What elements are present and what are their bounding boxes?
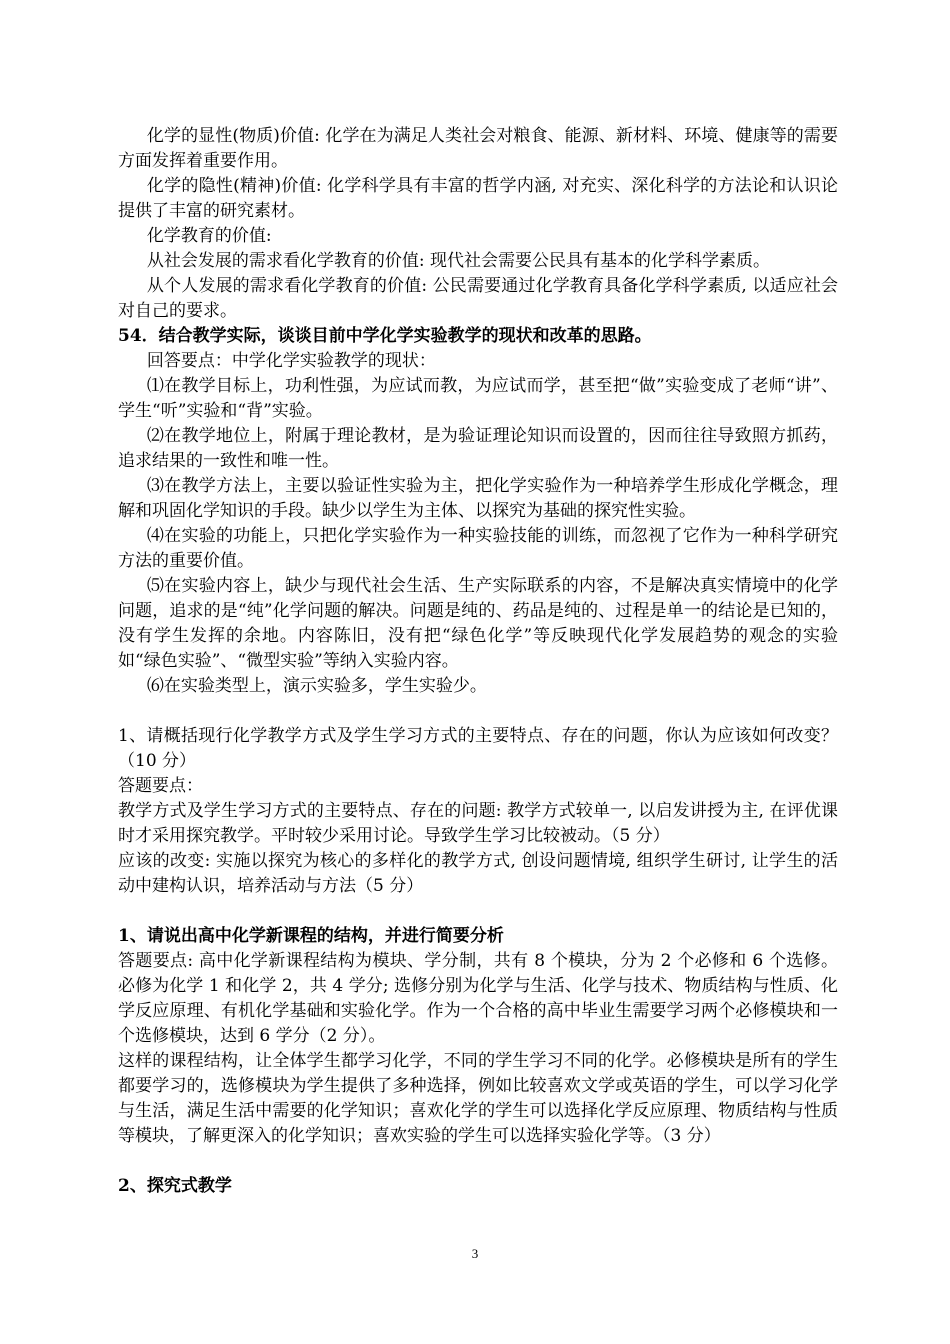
paragraph-explicit-value: 化学的显性(物质)价值: 化学在为满足人类社会对粮食、能源、新材料、环境、健康等的需要方面发挥着重要作用。 — [118, 126, 838, 171]
paragraph-social-value: 从社会发展的需求看化学教育的价值: 现代社会需要公民具有基本的化学科学素质。 — [146, 251, 771, 271]
answer-paragraph: 教学方式及学生学习方式的主要特点、存在的问题: 教学方式较单一, 以启发讲授为主, 在评优课时才采用探究教学。平时较少采用讨论。导致学生学习比较被动。（5 分） — [118, 801, 838, 846]
answer-paragraph: 应该的改变: 实施以探究为核心的多样化的教学方式, 创设问题情境, 组织学生研讨, 让学生的活动中建构认识，培养活动与方法（5 分） — [118, 851, 838, 896]
list-item: ⑹在实验类型上，演示实验多，学生实验少。 — [146, 676, 487, 696]
spacer — [118, 899, 838, 924]
paragraph-personal-value: 从个人发展的需求看化学教育的价值: 公民需要通过化学教育具备化学科学素质, 以适应社会对自己的要求。 — [118, 276, 838, 321]
spacer — [118, 699, 838, 724]
question-54-answer-heading: 回答要点：中学化学实验教学的现状： — [146, 351, 436, 371]
paragraph-education-value-heading: 化学教育的价值: — [146, 226, 272, 246]
answer-paragraph: 这样的课程结构，让全体学生都学习化学，不同的学生学习不同的化学。必修模块是所有的学生都要学习的，选修模块为学生提供了多种选择，例如比较喜欢文学或英语的学生，可以学习化学与生活，满足生活中需要的化学知识；喜欢化学的学生可以选择化学反应原理、物质结构与性质等模块，了解更深入的化学知识；喜欢实验的学生可以选择实验化学等。（3 分） — [118, 1051, 838, 1146]
list-item: ⑸在实验内容上，缺少与现代社会生活、生产实际联系的内容，不是解决真实情境中的化学问题，追求的是“纯”化学问题的解决。问题是纯的、药品是纯的、过程是单一的结论是已知的，没有学生发挥的余地。内容陈旧，没有把“绿色化学”等反映现代化学发展趋势的观念的实验如“绿色实验”、“微型实验”等纳入实验内容。 — [118, 576, 838, 671]
question-54-title: 54．结合教学实际，谈谈目前中学化学实验教学的现状和改革的思路。 — [118, 326, 652, 346]
question-teaching-methods-title: 1、请概括现行化学教学方式及学生学习方式的主要特点、存在的问题，你认为应该如何改变？（10 分） — [118, 726, 838, 771]
paragraph-implicit-value: 化学的隐性(精神)价值: 化学科学具有丰富的哲学内涵, 对充实、深化科学的方法论和认识论提供了丰富的研究素材。 — [118, 176, 838, 221]
list-item: ⑶在教学方法上，主要以验证性实验为主，把化学实验作为一种培养学生形成化学概念，理解和巩固化学知识的手段。缺少以学生为主体、以探究为基础的探究性实验。 — [118, 476, 838, 521]
list-item: ⑴在教学目标上，功利性强，为应试而教，为应试而学，甚至把“做”实验变成了老师“讲”、学生“听”实验和“背”实验。 — [118, 376, 838, 421]
page-content — [118, 124, 838, 1199]
list-item: ⑷在实验的功能上，只把化学实验作为一种实验技能的训练，而忽视了它作为一种科学研究方法的重要价值。 — [118, 526, 838, 571]
answer-paragraph: 答题要点: 高中化学新课程结构为模块、学分制，共有 8 个模块，分为 2 个必修和 6 个选修。必修为化学 1 和化学 2，共 4 学分; 选修分别为化学与生活、化学与技术、物质结构与性质、化学反应原理、有机化学基础和实验化学。作为一个合格的高中毕业生需要学习两个必修模块和一个选修模块，达到 6 学分（2 分）。 — [118, 951, 838, 1046]
list-item: ⑵在教学地位上，附属于理论教材，是为验证理论知识而设置的，因而往往导致照方抓药，追求结果的一致性和唯一性。 — [118, 426, 838, 471]
question-teaching-methods-answer-heading: 答题要点： — [118, 776, 203, 796]
question-inquiry-title: 2、探究式教学 — [118, 1176, 232, 1196]
spacer — [118, 1149, 838, 1174]
page-number: 3 — [471, 1246, 479, 1261]
question-curriculum-title: 1、请说出高中化学新课程的结构，并进行简要分析 — [118, 926, 504, 946]
